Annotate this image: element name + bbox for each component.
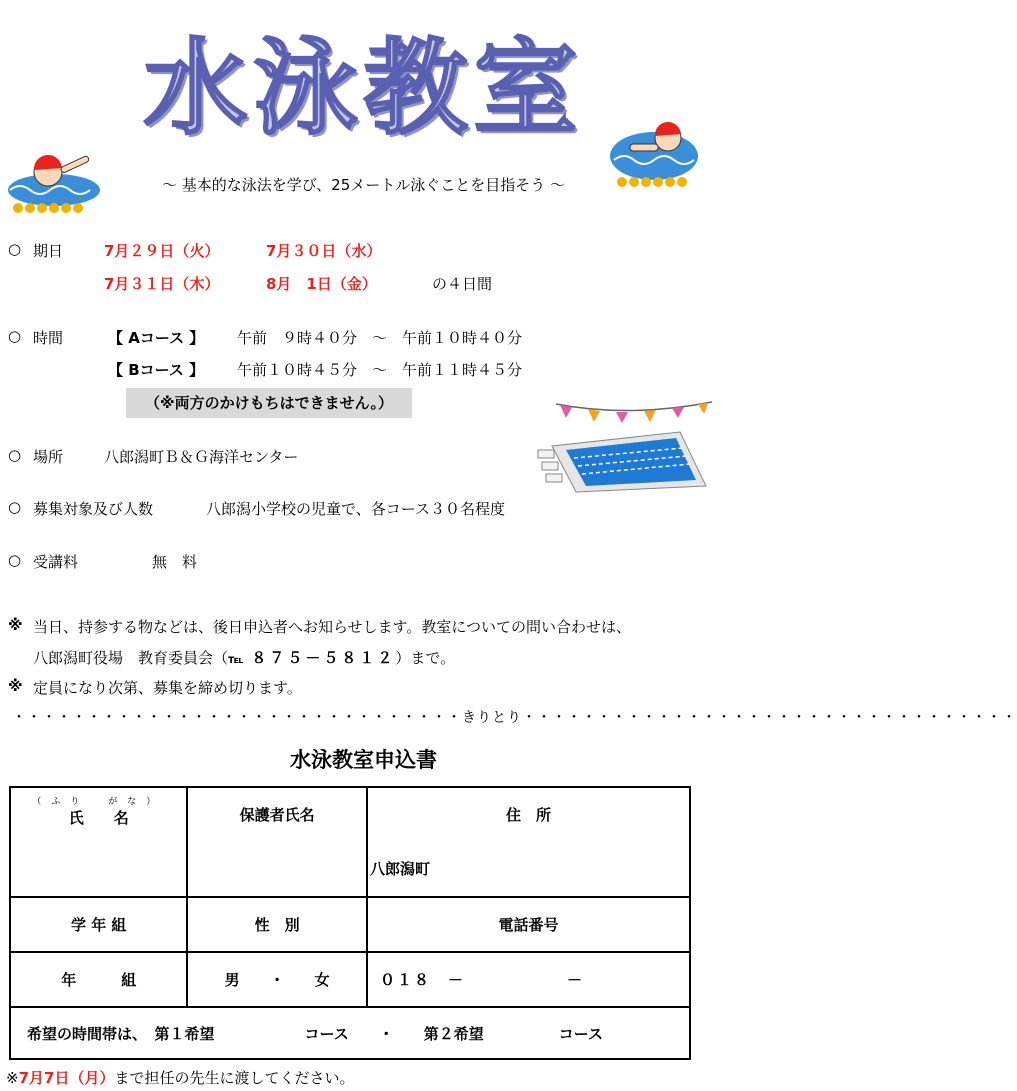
application-form: [9, 786, 691, 1060]
course-a-time: 午前 ９時４０分 ～ 午前１０時４０分: [237, 329, 523, 347]
cut-line-dots-right: ・・・・・・・・・・・・・・・・・・・・・・・・・・・・・・・・・: [522, 710, 1017, 726]
target-value: 八郎潟小学校の児童で、各コース３０名程度: [206, 500, 505, 518]
gender-label: 性 別: [254, 916, 300, 934]
gender-header-cell: [187, 897, 367, 952]
date-1: 7月２９日（火）: [104, 242, 220, 260]
note-line-2: [33, 647, 455, 668]
phone-value: ０１８ － －: [379, 971, 584, 989]
note-line-3: 定員になり次第、募集を締め切ります。: [33, 679, 302, 697]
pool-illustration-icon: [530, 396, 718, 500]
address-value: 八郎潟町: [369, 860, 430, 878]
course-a-name: 【 Aコース 】: [108, 329, 205, 347]
grade-label: 学 年 組: [70, 916, 127, 934]
preference-cell[interactable]: [10, 1007, 690, 1059]
tel-number: ８７５－５８１２: [251, 649, 396, 667]
time-label: 時間: [33, 329, 64, 347]
address-cell[interactable]: [367, 787, 690, 897]
cut-line-label: きりとり: [462, 710, 522, 726]
phone-label: 電話番号: [498, 916, 559, 934]
guardian-label: 保護者氏名: [239, 806, 315, 824]
gender-value-cell[interactable]: [187, 952, 367, 1007]
days-suffix: の４日間: [432, 275, 493, 293]
cut-line: [12, 707, 1017, 727]
name-cell[interactable]: [10, 787, 187, 897]
form-title: 水泳教室申込書: [290, 748, 437, 772]
place-bullet: ○: [8, 446, 22, 464]
note-mark-1: ※: [8, 616, 23, 634]
note-line-2-pre: 八郎潟町役場 教育委員会（: [33, 649, 229, 667]
note-line-2-post: ）まで。: [395, 649, 456, 667]
date-2: 7月３０日（水）: [266, 242, 382, 260]
date-label: 期日: [33, 242, 64, 260]
date-3: 7月３１日（木）: [104, 275, 220, 293]
note-line-1: 当日、持参する物などは、後日申込者へお知らせします。教室についての問い合わせは、: [33, 618, 632, 636]
phone-value-cell[interactable]: [367, 952, 690, 1007]
grade-value-cell[interactable]: [10, 952, 187, 1007]
preference-text: 希望の時間帯は、 第１希望 コース ・ 第２希望 コース: [27, 1024, 604, 1043]
place-label: 場所: [33, 448, 64, 466]
course-b-time: 午前１０時４５分 ～ 午前１１時４５分: [237, 361, 523, 379]
footer-text: まで担任の先生に渡してください。: [114, 1069, 355, 1087]
place-value: 八郎潟町Ｂ＆Ｇ海洋センター: [104, 448, 299, 466]
name-ruby: （ふり がな）: [32, 797, 166, 807]
footer-note: [6, 1067, 354, 1088]
name-label: 氏 名: [68, 809, 129, 827]
note-mark-2: ※: [8, 677, 23, 695]
target-bullet: ○: [8, 498, 22, 516]
target-label: 募集対象及び人数: [33, 500, 154, 518]
fee-bullet: ○: [8, 551, 22, 569]
footer-mark: ※: [6, 1069, 19, 1087]
page-title: 水泳教室: [143, 27, 584, 149]
tel-label: ℡: [228, 652, 244, 666]
course-note: （※両方のかけもちはできません。）: [126, 388, 412, 418]
fee-label: 受講料: [33, 553, 79, 571]
date-bullet: ○: [8, 240, 22, 258]
date-4: 8月 1日（金）: [266, 275, 377, 293]
subtitle: ～ 基本的な泳法を学び、25メートル泳ぐことを目指そう ～: [161, 176, 566, 194]
gender-value: 男 ・ 女: [224, 971, 330, 989]
guardian-cell[interactable]: [187, 787, 367, 897]
grade-value: 年 組: [61, 971, 137, 989]
time-bullet: ○: [8, 327, 22, 345]
cut-line-dots-left: ・・・・・・・・・・・・・・・・・・・・・・・・・・・・・・: [12, 710, 462, 726]
footer-date: 7月7日（月）: [18, 1069, 115, 1087]
grade-header-cell: [10, 897, 187, 952]
fee-value: 無 料: [152, 553, 198, 571]
course-b-name: 【 Bコース 】: [108, 361, 205, 379]
address-label: 住 所: [505, 806, 551, 824]
phone-header-cell: [367, 897, 690, 952]
